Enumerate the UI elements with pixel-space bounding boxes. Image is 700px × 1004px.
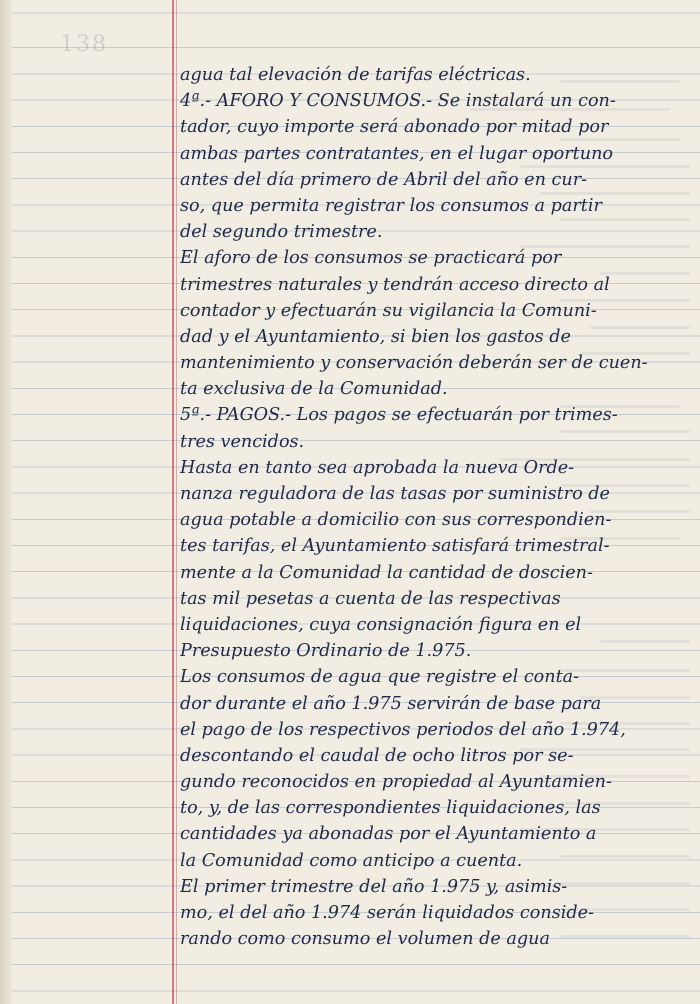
text-line: antes del día primero de Abril del año en cur- — [180, 169, 588, 190]
text-line: trimestres naturales y tendrán acceso directo al — [180, 274, 610, 295]
margin-rule-secondary — [176, 0, 177, 1004]
text-line: tes tarifas, el Ayuntamiento satisfará trimestral- — [180, 536, 610, 557]
text-line: 5ª.- PAGOS.- Los pagos se efectuarán por trimes- — [180, 405, 618, 426]
handwritten-body-text — [180, 62, 685, 952]
text-line: descontando el caudal de ocho litros por se- — [180, 745, 574, 766]
text-line: tador, cuyo importe será abonado por mitad por — [180, 117, 609, 138]
text-line: so, que permita registrar los consumos a partir — [180, 195, 602, 216]
text-line: mo, el del año 1.974 serán liquidados conside- — [180, 903, 594, 923]
text-line: Hasta en tanto sea aprobada la nueva Orde- — [180, 457, 575, 478]
text-line: la Comunidad como anticipo a cuenta. — [180, 850, 523, 871]
text-line: tres vencidos. — [180, 431, 305, 452]
text-line: liquidaciones, cuya consignación figura en el — [180, 614, 582, 635]
binding-edge — [0, 0, 12, 1004]
text-line: dad y el Ayuntamiento, si bien los gastos de — [180, 326, 571, 347]
text-line: dor durante el año 1.975 servirán de base para — [180, 693, 602, 714]
text-line: to, y, de las correspondientes liquidaciones, las — [180, 798, 601, 819]
text-line: agua potable a domicilio con sus correspondien- — [180, 510, 612, 531]
text-line: Los consumos de agua que registre el conta- — [180, 667, 580, 688]
text-line: nanza reguladora de las tasas por suministro de — [180, 484, 610, 504]
text-line: ambas partes contratantes, en el lugar oportuno — [180, 143, 614, 164]
text-line: agua tal elevación de tarifas eléctricas. — [180, 65, 531, 85]
margin-rule — [172, 0, 174, 1004]
text-line: el pago de los respectivos periodos del año 1.974, — [180, 719, 626, 740]
page-number: 138 — [60, 32, 108, 57]
text-line: El primer trimestre del año 1.975 y, asimis- — [180, 876, 568, 897]
text-line: mantenimiento y conservación deberán ser de cuen- — [180, 353, 648, 374]
text-line: 4ª.- AFORO Y CONSUMOS.- Se instalará un con- — [180, 91, 616, 112]
text-line: tas mil pesetas a cuenta de las respectivas — [180, 588, 561, 609]
text-line: cantidades ya abonadas por el Ayuntamiento a — [180, 824, 597, 845]
text-line: gundo reconocidos en propiedad al Ayuntamien- — [180, 772, 612, 793]
text-line: contador y efectuarán su vigilancia la Comuni- — [180, 300, 597, 321]
text-line: El aforo de los consumos se practicará por — [180, 248, 562, 269]
text-line: rando como consumo el volumen de agua — [180, 929, 550, 950]
text-line: mente a la Comunidad la cantidad de doscien- — [180, 562, 593, 583]
text-line: ta exclusiva de la Comunidad. — [180, 379, 448, 400]
text-line: del segundo trimestre. — [180, 222, 383, 243]
text-line: Presupuesto Ordinario de 1.975. — [180, 641, 472, 662]
